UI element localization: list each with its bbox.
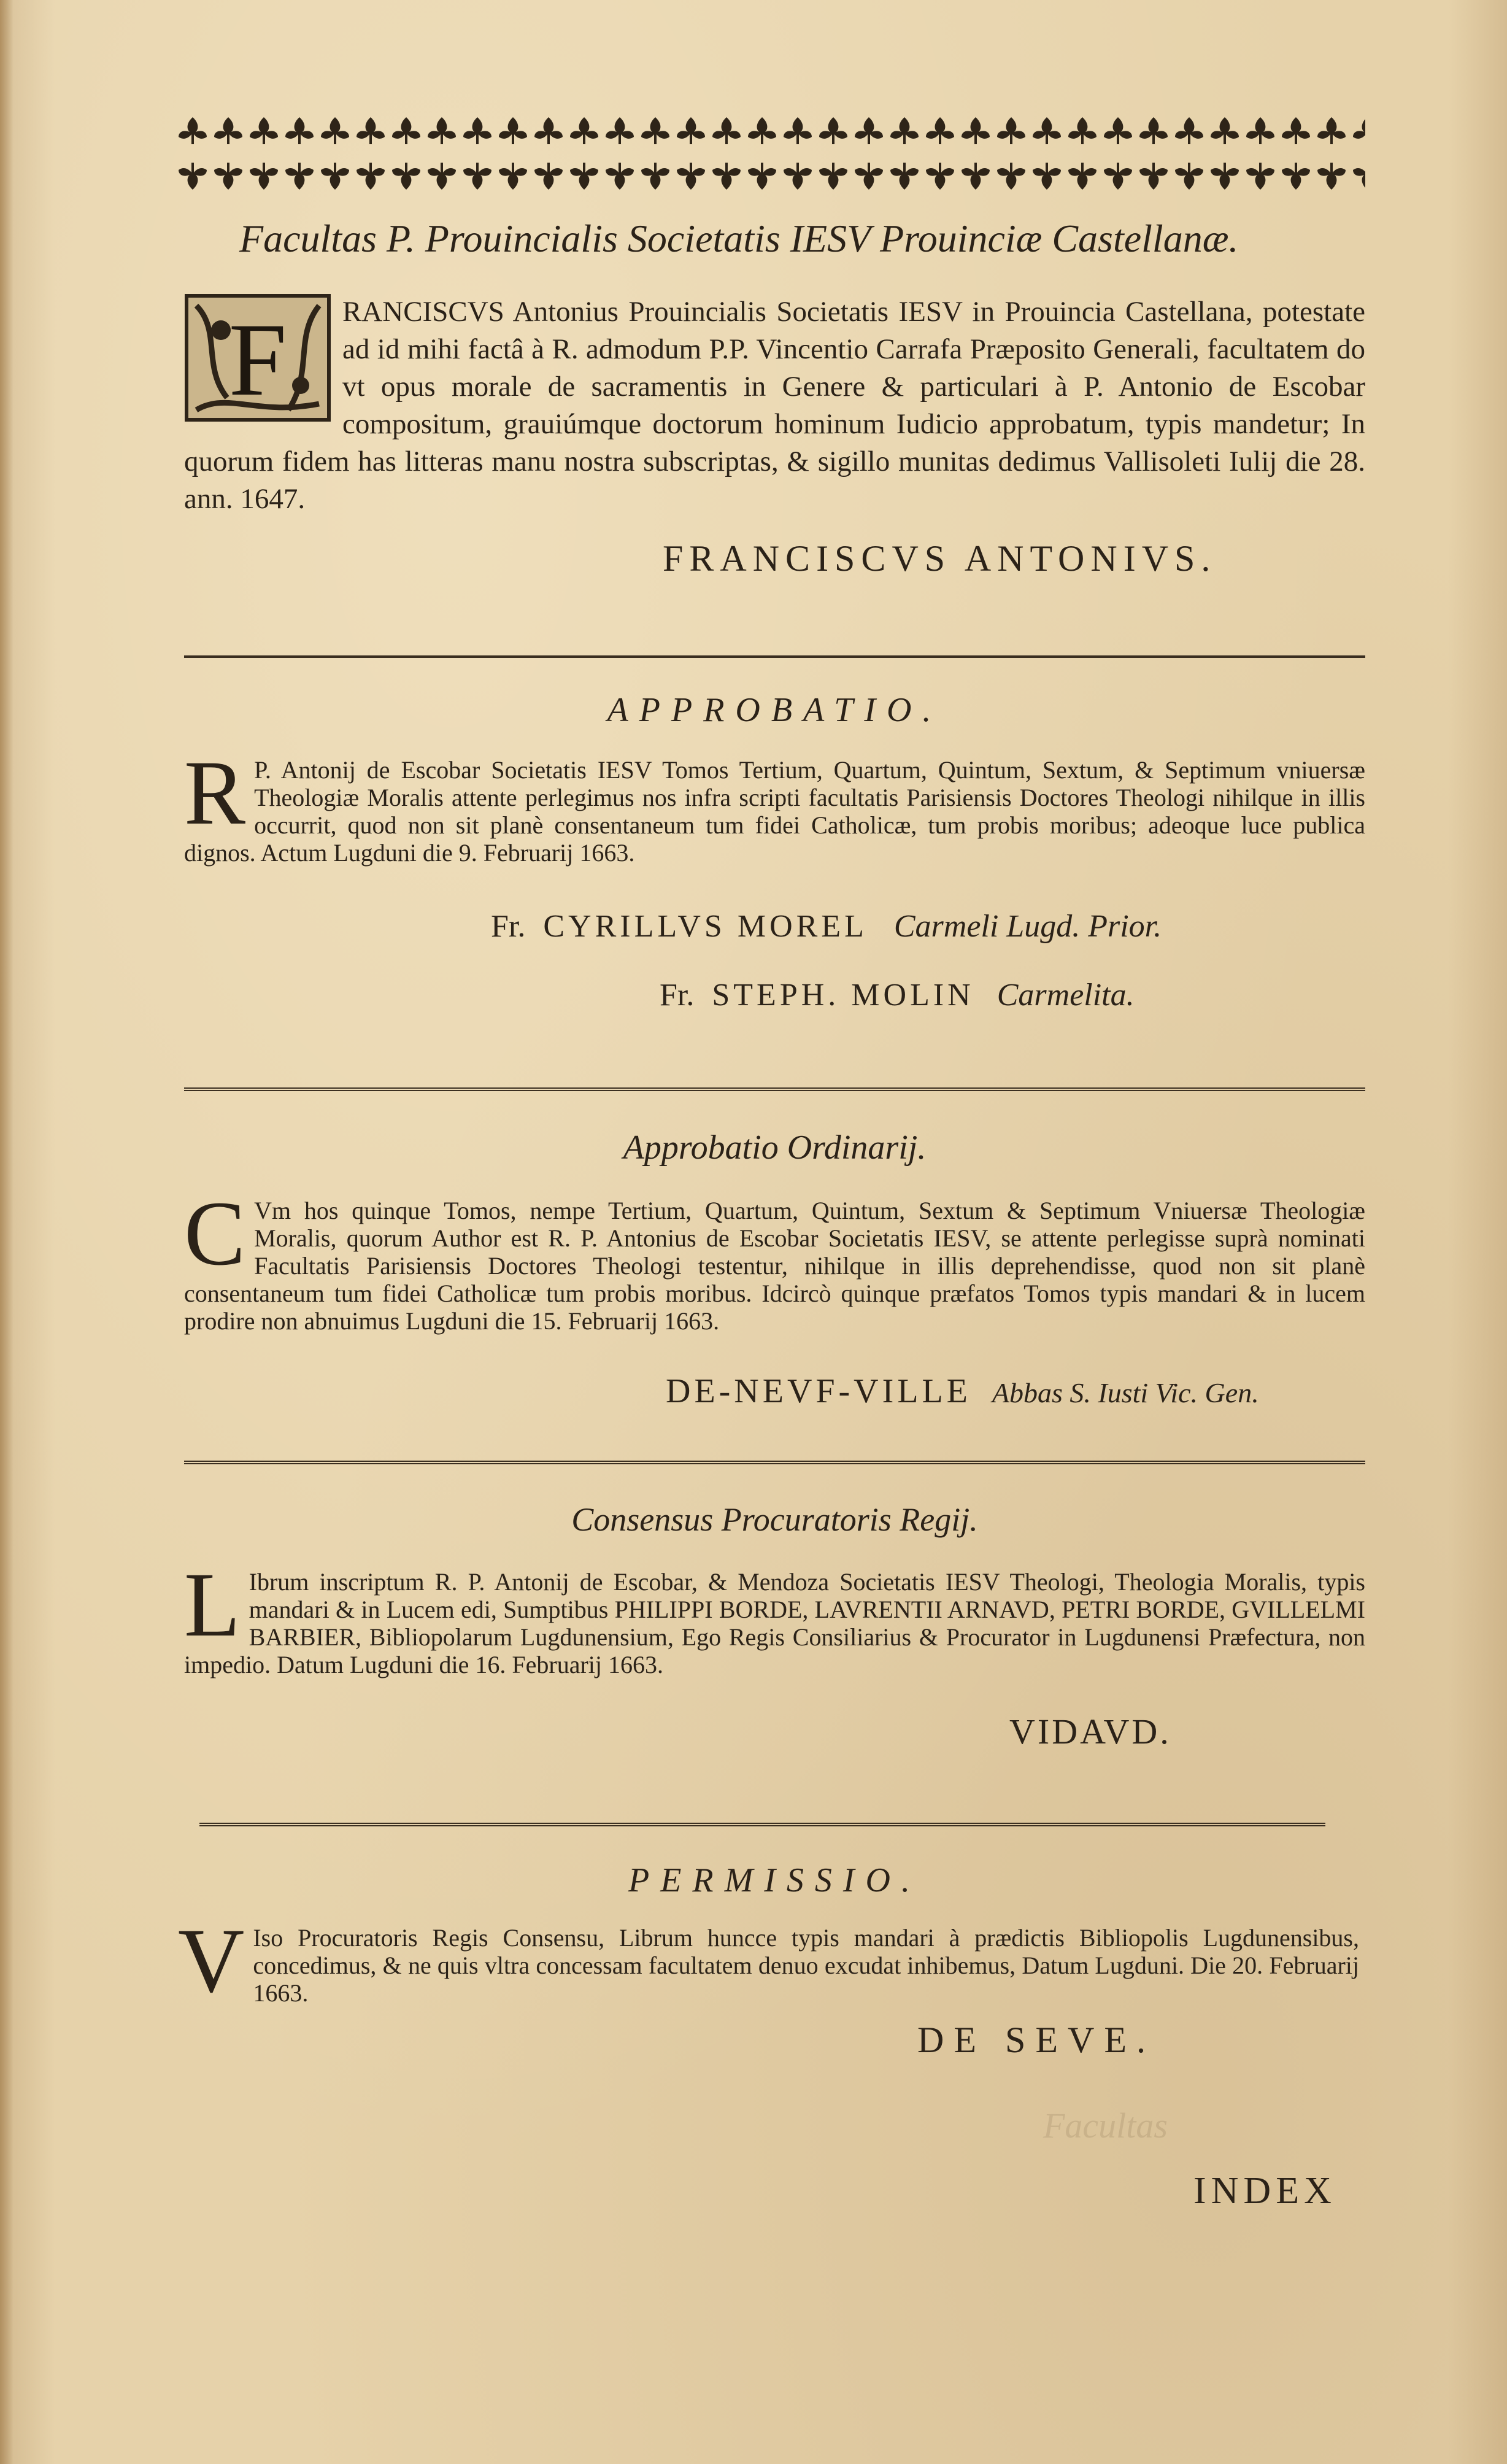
permissio-body-text: Iso Procuratoris Regis Consensu, Librum huncce typis mandari à prædictis Bibliopolis Lugdunensibus, concedimus, & ne quis vltra concessam facultatem denuo excudat inhibemus, Datum Lugduni. Die 20. Februarij 1663.: [253, 1924, 1359, 2007]
signature-title: Abbas S. Iusti Vic. Gen.: [992, 1377, 1259, 1408]
signature-title: Carmeli Lugd. Prior.: [893, 909, 1162, 944]
initial-letter: F: [228, 302, 287, 417]
ordinarij-body-text: Vm hos quinque Tomos, nempe Tertium, Quartum, Quintum, Sextum & Septimum Vniuersæ Theologiæ Moralis, quorum Author est R. P. Antonius de Escobar Societatis IESV, se attente perlegisse suprà nominati Facultatis Parisiensis Doctores Theologi testentur, nihilque in illis deprehendisse, quod non sit planè consentaneum tum fidei Catholicæ tum probis moribus. Idcircò quinque præfatos Tomos typis mandari & in lucem prodire non abnuimus Lugduni die 15. Februarij 1663.: [184, 1197, 1365, 1335]
signature-name: DE-NEVF-VILLE: [666, 1372, 971, 1410]
consensus-paragraph: [184, 1554, 1365, 1678]
ordinarij-heading: Approbatio Ordinarij.: [623, 1129, 927, 1167]
consensus-signature: VIDAVD.: [1009, 1712, 1171, 1751]
fleuron-row-bottom: [175, 159, 1365, 193]
permissio-paragraph: [178, 1910, 1359, 2012]
permissio-signature: DE SEVE.: [917, 2020, 1155, 2060]
signature-molin: [660, 977, 1135, 1013]
signature-name: STEPH. MOLIN: [712, 978, 974, 1013]
consensus-initial: L: [184, 1554, 241, 1656]
ornamental-initial-f: [184, 293, 331, 422]
permissio-heading: PERMISSIO.: [628, 1861, 921, 1899]
section-divider: [184, 655, 1365, 658]
ornamental-header-band: [175, 114, 1365, 193]
permissio-initial: V: [178, 1910, 245, 2012]
ordinarij-initial: C: [184, 1183, 246, 1284]
consensus-body-text: Ibrum inscriptum R. P. Antonij de Escobar, & Mendoza Societatis IESV Theologi, Theologia Moralis, typis mandari & in Lucem edi, Sumptibus PHILIPPI BORDE, LAVRENTII ARNAVD, PETRI BORDE, GVILLELMI BARBIER, Bibliopolarum Lugdunensium, Ego Regis Consiliarius & Procurator in Lugdunensi Præfectura, non impedio. Datum Lugduni die 16. Februarij 1663.: [184, 1568, 1365, 1678]
signature-name: CYRILLVS MOREL: [543, 909, 868, 944]
ornamental-initial-icon: [184, 293, 331, 422]
signature-prefix: Fr.: [491, 909, 526, 944]
fleuron-row-top: [175, 114, 1365, 148]
faculty-heading: Facultas P. Prouincialis Societatis IESV Prouinciæ Castellanæ.: [239, 217, 1239, 260]
consensus-heading: Consensus Procuratoris Regij.: [571, 1501, 978, 1538]
signature-neufville: [666, 1372, 1259, 1411]
fleuron-icon: [175, 114, 1365, 148]
approbatio-initial: R: [184, 742, 246, 844]
binding-edge: [0, 0, 13, 2464]
approbatio-heading: APPROBATIO.: [607, 691, 942, 729]
section-divider: [184, 1087, 1365, 1091]
catchword: INDEX: [1193, 2170, 1336, 2212]
approbatio-body-text: P. Antonij de Escobar Societatis IESV Tomos Tertium, Quartum, Quintum, Sextum, & Septimum vniuersæ Theologiæ Moralis attente perlegimus nos infra scripti facultatis Parisiensis Doctores Theologi nihilque in illis occurrit, quod non sit planè consentaneum tum fidei Catholicæ, tum probis moribus; adeoque luce publica dignos. Actum Lugduni die 9. Februarij 1663.: [184, 756, 1365, 867]
bleed-through: Facultas: [1043, 2106, 1168, 2145]
approbatio-paragraph: [184, 742, 1365, 867]
faculty-body-text: RANCISCVS Antonius Prouincialis Societatis IESV in Prouincia Castellana, potestate ad id mihi factâ à R. admodum P.P. Vincentio Carrafa Præposito Generali, facultatem do vt opus morale de sacramentis in Genere & particulari à P. Antonio de Escobar compositum, grauiúmque doctorum hominum Iudicio approbatum, typis mandetur; In quorum fidem has litteras manu nostra subscriptas, & sigillo munitas dedimus Vallisoleti Iulij die 28. ann. 1647.: [184, 296, 1365, 515]
signature-title: Carmelita.: [996, 978, 1135, 1013]
signature-morel: [491, 908, 1162, 944]
signature-prefix: Fr.: [660, 978, 695, 1013]
fleuron-icon: [175, 159, 1365, 193]
faculty-paragraph: [184, 293, 1365, 518]
faculty-signature: FRANCISCVS ANTONIVS.: [663, 538, 1217, 579]
section-divider: [184, 1461, 1365, 1464]
ordinarij-paragraph: [184, 1183, 1365, 1335]
section-divider: [199, 1823, 1325, 1826]
